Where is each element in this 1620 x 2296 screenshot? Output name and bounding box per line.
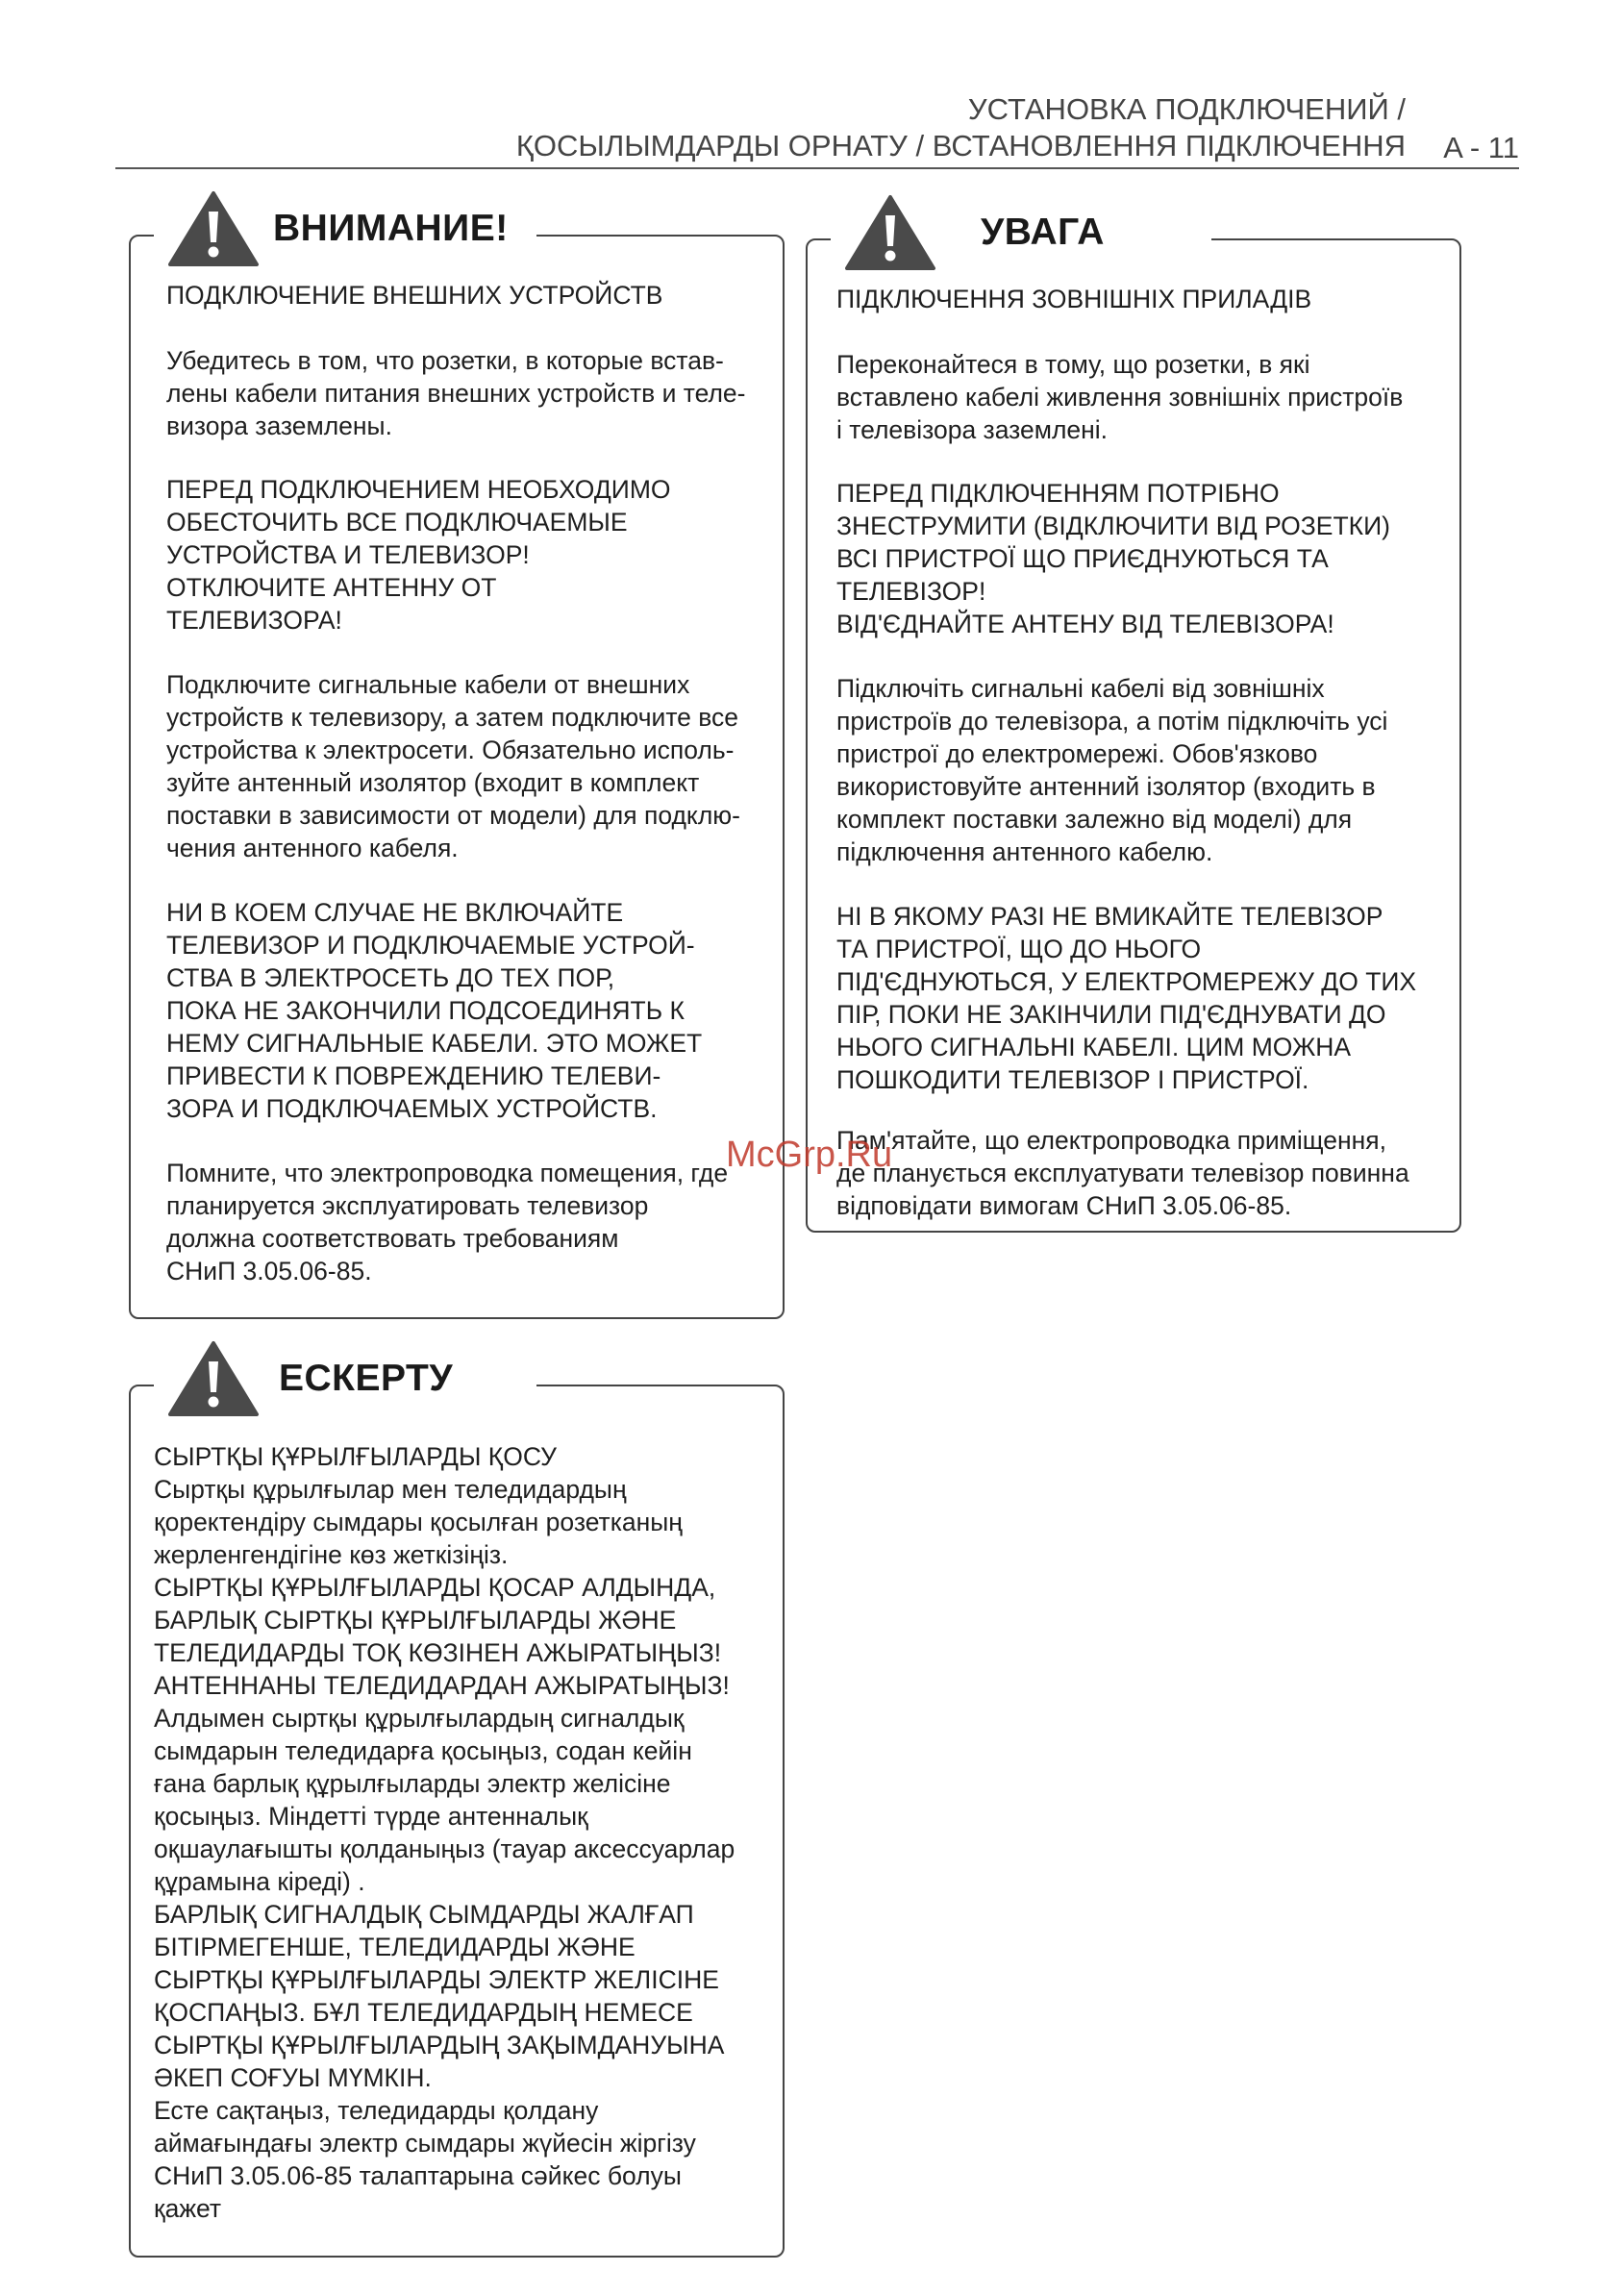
warning-box-kz bbox=[129, 1358, 785, 2258]
paragraph-1: Переконайтеся в тому, що розетки, в які вставлено кабелі живлення зовнішніх пристроїв і телевізора заземлені. bbox=[836, 350, 1404, 444]
watermark: McGrp.Ru bbox=[726, 1135, 893, 1175]
warning-box-ua-header bbox=[831, 194, 1211, 271]
paragraph-4: НІ В ЯКОМУ РАЗІ НЕ ВМИКАЙТЕ ТЕЛЕВІЗОР ТА ПРИСТРОЇ, ЩО ДО НЬОГО ПІД'ЄДНУЮТЬСЯ, У ЕЛЕКТРОМЕРЕЖУ ДО ТИХ ПІР, ПОКИ НЕ ЗАКІНЧИЛИ ПІД'ЄДНУВАТИ ДО НЬОГО СИГНАЛЬНІ КАБЕЛІ. ЦИМ МОЖНА ПОШКОДИТИ ТЕЛЕВІЗОР І ПРИСТРОЇ. bbox=[836, 902, 1417, 1094]
paragraph-4: НИ В КОЕМ СЛУЧАЕ НЕ ВКЛЮЧАЙТЕ ТЕЛЕВИЗОР И ПОДКЛЮЧАЕМЫЕ УСТРОЙ- СТВА В ЭЛЕКТРОСЕТЬ ДО ТЕХ ПОР, ПОКА НЕ ЗАКОНЧИЛИ ПОДСОЕДИНЯТЬ К НЕМУ СИГНАЛЬНЫЕ КАБЕЛИ. ЭТО МОЖЕТ ПРИВЕСТИ К ПОВРЕЖДЕНИЮ ТЕЛЕВИ- ЗОРА И ПОДКЛЮЧАЕМЫХ УСТРОЙСТВ. bbox=[166, 898, 703, 1123]
warning-title: ВНИМАНИЕ! bbox=[273, 208, 509, 249]
paragraph-2: ПЕРЕД ПІДКЛЮЧЕННЯМ ПОТРІБНО ЗНЕСТРУМИТИ (ВІДКЛЮЧИТИ ВІД РОЗЕТКИ) ВСІ ПРИСТРОЇ ЩО ПРИЄДНУЮТЬСЯ ТА ТЕЛЕВІЗОР! ВІД'ЄДНАЙТЕ АНТЕНУ ВІД ТЕЛЕВІЗОРА! bbox=[836, 479, 1390, 638]
paragraph-2: ПЕРЕД ПОДКЛЮЧЕНИЕМ НЕОБХОДИМО ОБЕСТОЧИТЬ ВСЕ ПОДКЛЮЧАЕМЫЕ УСТРОЙСТВА И ТЕЛЕВИЗОР! ОТКЛЮЧИТЕ АНТЕННУ ОТ ТЕЛЕВИЗОРА! bbox=[166, 475, 671, 635]
warning-triangle-icon bbox=[167, 1340, 260, 1417]
warning-box-ua bbox=[806, 212, 1461, 1233]
paragraph-5: Пам'ятайте, що електропроводка приміщення, де планується експлуатувати телевізор повинна відповідати вимогам СНиП 3.05.06-85. bbox=[836, 1126, 1409, 1220]
paragraph-1: Убедитесь в том, что розетки, в которые встав- лены кабели питания внешних устройств и теле- визора заземлены. bbox=[166, 346, 746, 440]
paragraph-5: Помните, что электропроводка помещения, где планируется эксплуатировать телевизор должна соответствовать требованиям СНиП 3.05.06-85. bbox=[166, 1159, 729, 1285]
header-title-line-1: УСТАНОВКА ПОДКЛЮЧЕНИЙ / bbox=[967, 92, 1406, 126]
warning-title: ЕСКЕРТУ bbox=[279, 1358, 454, 1399]
warning-box-ru bbox=[129, 208, 785, 1319]
page-number: A - 11 bbox=[1443, 131, 1519, 164]
warning-box-ru-header bbox=[154, 190, 536, 267]
warning-box-kz-header bbox=[154, 1340, 536, 1417]
header-title-line-2: ҚОСЫЛЫМДАРДЫ ОРНАТУ / ВСТАНОВЛЕННЯ ПІДКЛЮЧЕННЯ bbox=[515, 129, 1406, 162]
section-heading: ПІДКЛЮЧЕННЯ ЗОВНІШНІХ ПРИЛАДІВ bbox=[836, 285, 1312, 313]
warning-triangle-icon bbox=[167, 190, 260, 267]
paragraph-3: Подключите сигнальные кабели от внешних устройств к телевизору, а затем подключите все устройства к электросети. Обязательно исполь- зуйте антенный изолятор (входит в комплект поставки в зависимости от модели) для подклю- чения антенного кабеля. bbox=[166, 670, 740, 862]
page-header bbox=[115, 85, 1519, 169]
warning-triangle-icon bbox=[844, 194, 936, 271]
paragraph-3: Підключіть сигнальні кабелі від зовнішніх пристроїв до телевізора, а потім підключіть усі пристрої до електромережі. Обов'язково використовуйте антенний ізолятор (входить в комплект поставки залежно від моделі) для підключення антенного кабелю. bbox=[836, 674, 1388, 866]
section-heading: ПОДКЛЮЧЕНИЕ ВНЕШНИХ УСТРОЙСТВ bbox=[166, 281, 663, 310]
warning-title: УВАГА bbox=[981, 212, 1105, 253]
kz-body-text: СЫРТҚЫ ҚҰРЫЛҒЫЛАРДЫ ҚОСУ Сыртқы құрылғылар мен теледидардың қоректендіру сымдары қосылған розетканың жерленгендігіне көз жеткізіңіз. СЫРТҚЫ ҚҰРЫЛҒЫЛАРДЫ ҚОСАР АЛДЫНДА, БАРЛЫҚ СЫРТҚЫ ҚҰРЫЛҒЫЛАРДЫ ЖӘНЕ ТЕЛЕДИДАРДЫ ТОҚ КӨЗІНЕН АЖЫРАТЫҢЫЗ! АНТЕННАНЫ ТЕЛЕДИДАРДАН АЖЫРАТЫҢЫЗ! Алдымен сыртқы құрылғылардың сигналдық сымдарын теледидарға қосыңыз, содан кейін ғана барлық құрылғыларды электр желісіне қосыңыз. Міндетті түрде антенналық оқшаулағышты қолданыңыз (тауар аксессуарлар құрамына кіреді) . БАРЛЫҚ СИГНАЛДЫҚ СЫМДАРДЫ ЖАЛҒАП БІТІРМЕГЕНШЕ, ТЕЛЕДИДАРДЫ ЖӘНЕ СЫРТҚЫ ҚҰРЫЛҒЫЛАРДЫ ЭЛЕКТР ЖЕЛІСІНЕ ҚОСПАҢЫЗ. БҰЛ ТЕЛЕДИДАРДЫҢ НЕМЕСЕ СЫРТҚЫ ҚҰРЫЛҒЫЛАРДЫҢ ЗАҚЫМДАНУЫНА ӘКЕП СОҒУЫ МҮМКІН. Есте сақтаңыз, теледидарды қолдану аймағындағы электр сымдары жүйесін жіргізу СНиП 3.05.06-85 талаптарына сәйкес болуы қажет bbox=[154, 1442, 735, 2223]
